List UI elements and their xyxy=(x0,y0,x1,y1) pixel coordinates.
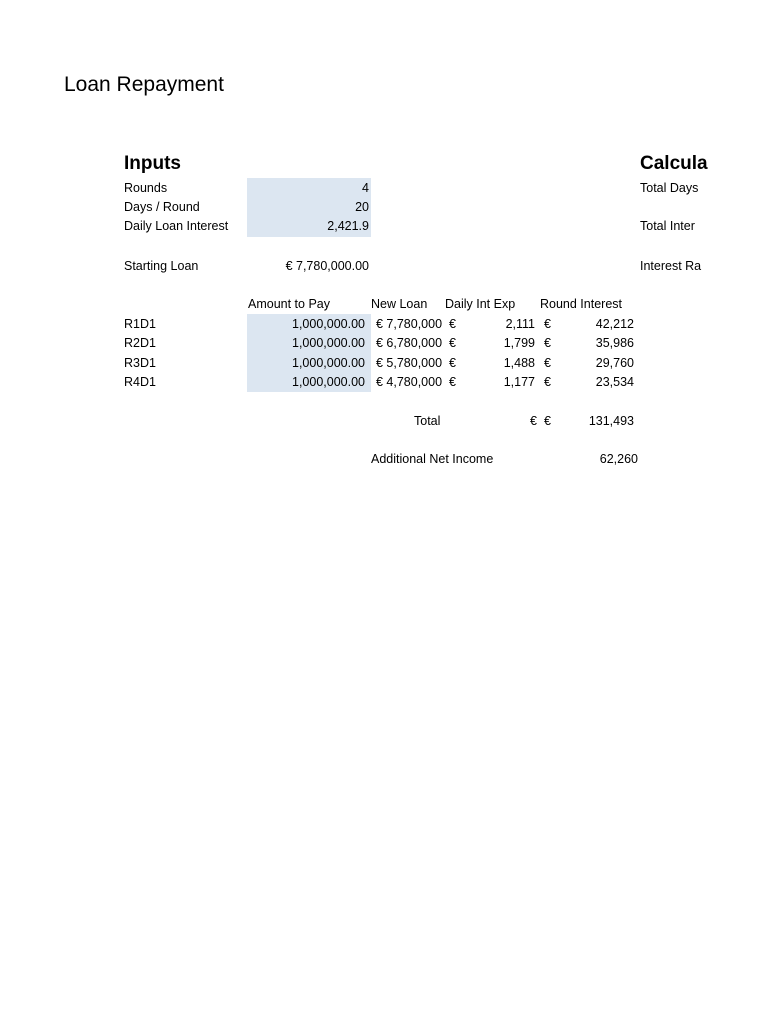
page-title: Loan Repayment xyxy=(64,73,224,96)
new-loan-value: € 7,780,000 xyxy=(376,317,443,331)
amount-to-pay-input[interactable]: 1,000,000.00 xyxy=(292,336,365,350)
currency-symbol: € xyxy=(544,356,551,370)
amount-to-pay-input[interactable]: 1,000,000.00 xyxy=(292,317,365,331)
currency-symbol: € xyxy=(544,414,551,428)
net-income-label: Additional Net Income xyxy=(371,452,494,466)
currency-symbol: € xyxy=(544,336,551,350)
amount-to-pay-input[interactable]: 1,000,000.00 xyxy=(292,375,365,389)
header-round-interest: Round Interest xyxy=(540,297,622,311)
new-loan-value: € 5,780,000 xyxy=(376,356,443,370)
new-loan-value: € 4,780,000 xyxy=(376,375,443,389)
amount-to-pay-input[interactable]: 1,000,000.00 xyxy=(292,356,365,370)
daily-loan-interest-label: Daily Loan Interest xyxy=(124,219,229,233)
total-round-interest-value: 131,493 xyxy=(588,414,634,428)
round-interest-value: 42,212 xyxy=(595,317,634,331)
currency-symbol: € xyxy=(544,317,551,331)
daily-int-exp-value: 1,799 xyxy=(503,336,535,350)
round-interest-value: 35,986 xyxy=(595,336,634,350)
total-interest-label: Total Inter xyxy=(640,219,695,233)
currency-symbol: € xyxy=(449,356,456,370)
table-row-label: R2D1 xyxy=(124,336,156,350)
rounds-label: Rounds xyxy=(124,181,168,195)
currency-symbol: € xyxy=(449,375,456,389)
rounds-input[interactable]: 4 xyxy=(362,181,369,195)
round-interest-value: 29,760 xyxy=(595,356,634,370)
starting-loan-value[interactable]: € 7,780,000.00 xyxy=(285,259,369,273)
total-label: Total xyxy=(414,414,441,428)
round-interest-value: 23,534 xyxy=(595,375,634,389)
header-new-loan: New Loan xyxy=(371,297,428,311)
daily-int-exp-value: 1,488 xyxy=(503,356,535,370)
inputs-heading: Inputs xyxy=(124,153,181,174)
calculations-heading: Calcula xyxy=(640,153,708,174)
total-days-label: Total Days xyxy=(640,181,699,195)
currency-symbol: € xyxy=(544,375,551,389)
table-row-label: R3D1 xyxy=(124,356,156,370)
currency-symbol: € xyxy=(449,336,456,350)
header-amount-to-pay: Amount to Pay xyxy=(248,297,330,311)
starting-loan-label: Starting Loan xyxy=(124,259,199,273)
header-daily-int-exp: Daily Int Exp xyxy=(445,297,516,311)
daily-loan-interest-input[interactable]: 2,421.9 xyxy=(327,219,369,233)
new-loan-value: € 6,780,000 xyxy=(376,336,443,350)
days-per-round-input[interactable]: 20 xyxy=(355,200,369,214)
days-per-round-label: Days / Round xyxy=(124,200,200,214)
daily-int-exp-value: 1,177 xyxy=(503,375,535,389)
currency-symbol: € xyxy=(530,414,537,428)
table-row-label: R4D1 xyxy=(124,375,156,389)
table-row-label: R1D1 xyxy=(124,317,156,331)
interest-rate-label: Interest Ra xyxy=(640,259,702,273)
net-income-value: 62,260 xyxy=(599,452,638,466)
daily-int-exp-value: 2,111 xyxy=(505,317,535,331)
currency-symbol: € xyxy=(449,317,456,331)
